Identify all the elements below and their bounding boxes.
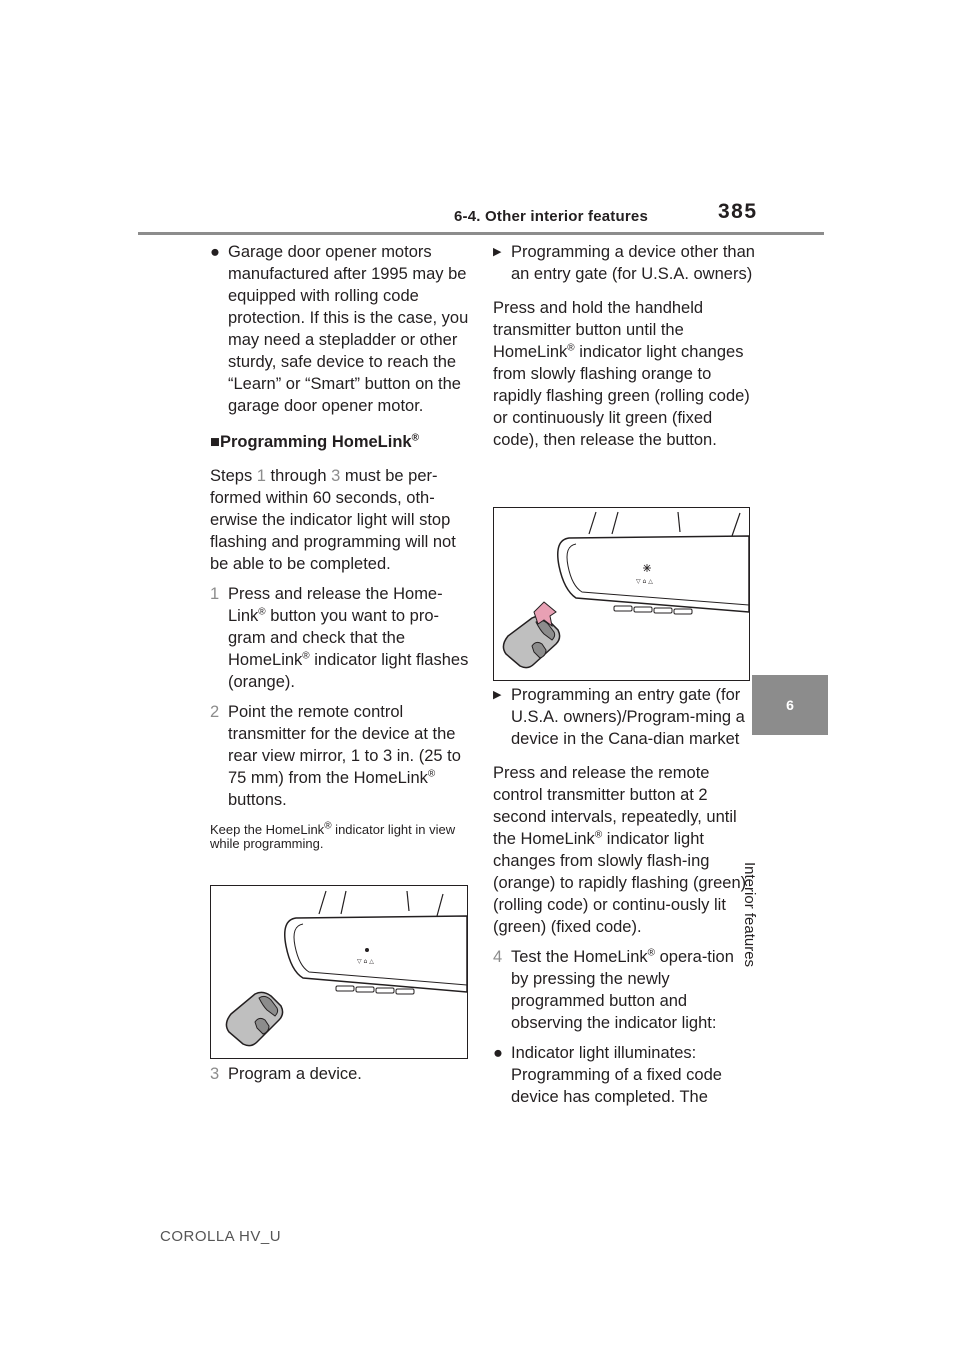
programming-note: Keep the HomeLink® indicator light in view while programming. bbox=[210, 820, 456, 851]
step-2: 2 Point the remote control transmitter for the device at the rear view mirror, 1 to 3 in. (25 to 75 mm) from the HomeLink® buttons. bbox=[210, 703, 461, 809]
header-rule bbox=[138, 232, 824, 235]
bullet-icon: ● bbox=[493, 1044, 503, 1062]
left-column bbox=[210, 241, 470, 851]
mirror-press-diagram bbox=[494, 508, 749, 680]
section-title: 6-4. Other interior features bbox=[454, 208, 648, 225]
mirror-diagram bbox=[211, 886, 467, 1058]
svg-text:▽ ⌂ △: ▽ ⌂ △ bbox=[636, 578, 653, 585]
step-3: 3 Program a device. bbox=[210, 1065, 362, 1083]
chapter-tab bbox=[752, 675, 828, 735]
steps-intro: Steps 1 through 3 must be per-formed within 60 seconds, oth-erwise the indicator light will stop flashing and programming will not be able to be completed. bbox=[210, 467, 456, 573]
para-hold-button: Press and hold the handheld transmitter button until the HomeLink® indicator light changes from slowly flashing orange to rapidly flashing green (rolling code) or continuously lit green (fixed code), then release the button. bbox=[493, 299, 750, 449]
right-column-lower bbox=[493, 684, 755, 1108]
step-number: 2 bbox=[210, 703, 220, 721]
chapter-title: Interior features bbox=[741, 862, 758, 968]
bullet-indicator-illuminates: ● Indicator light illuminates: Programming of a fixed code device has completed. The bbox=[493, 1044, 722, 1106]
subheading-entry-gate: ▶ Programming an entry gate (for U.S.A. owners)/Program-ming a device in the Cana-dian market bbox=[493, 686, 745, 748]
step-number: 4 bbox=[493, 948, 503, 966]
para-press-release: Press and release the remote control transmitter button at 2 second intervals, repeatedly, until the HomeLink® indicator light changes from slowly flash-ing (orange) to rapidly flashing (green) (rolling code) or continu-ously lit (green) (fixed code). bbox=[493, 764, 747, 936]
page-number: 385 bbox=[718, 200, 758, 223]
step-4: 4 Test the HomeLink® opera-tion by pressing the newly programmed button and observing the indicator light: bbox=[493, 947, 734, 1032]
step-number: 1 bbox=[210, 585, 220, 603]
step-3-block bbox=[210, 1063, 470, 1085]
footer-model: COROLLA HV_U bbox=[160, 1228, 282, 1245]
triangle-bullet-icon: ▶ bbox=[493, 246, 502, 258]
step-number: 3 bbox=[210, 1065, 220, 1083]
programming-heading: ■Programming HomeLink® bbox=[210, 432, 419, 451]
triangle-bullet-icon: ▶ bbox=[493, 689, 502, 701]
right-column bbox=[493, 241, 755, 451]
bullet-garage-door: ● Garage door opener motors manufactured after 1995 may be equipped with rolling code protection. If this is the case, you may need a stepladder or other sturdy, safe device to reach the “Learn” or “Smart” button on the garage door opener motor. bbox=[210, 243, 469, 415]
svg-text:▽ ⌂ △: ▽ ⌂ △ bbox=[357, 958, 374, 965]
bullet-icon: ● bbox=[210, 243, 220, 261]
mirror-press-illustration bbox=[493, 507, 750, 681]
chapter-number: 6 bbox=[786, 697, 794, 713]
mirror-transmitter-illustration bbox=[210, 885, 468, 1059]
subheading-non-gate: ▶ Programming a device other than an entry gate (for U.S.A. owners) bbox=[493, 243, 755, 283]
step-1: 1 Press and release the Home-Link® button you want to pro-gram and check that the HomeLink® indicator light flashes (orange). bbox=[210, 585, 469, 691]
square-bullet-icon: ■ bbox=[210, 433, 220, 451]
